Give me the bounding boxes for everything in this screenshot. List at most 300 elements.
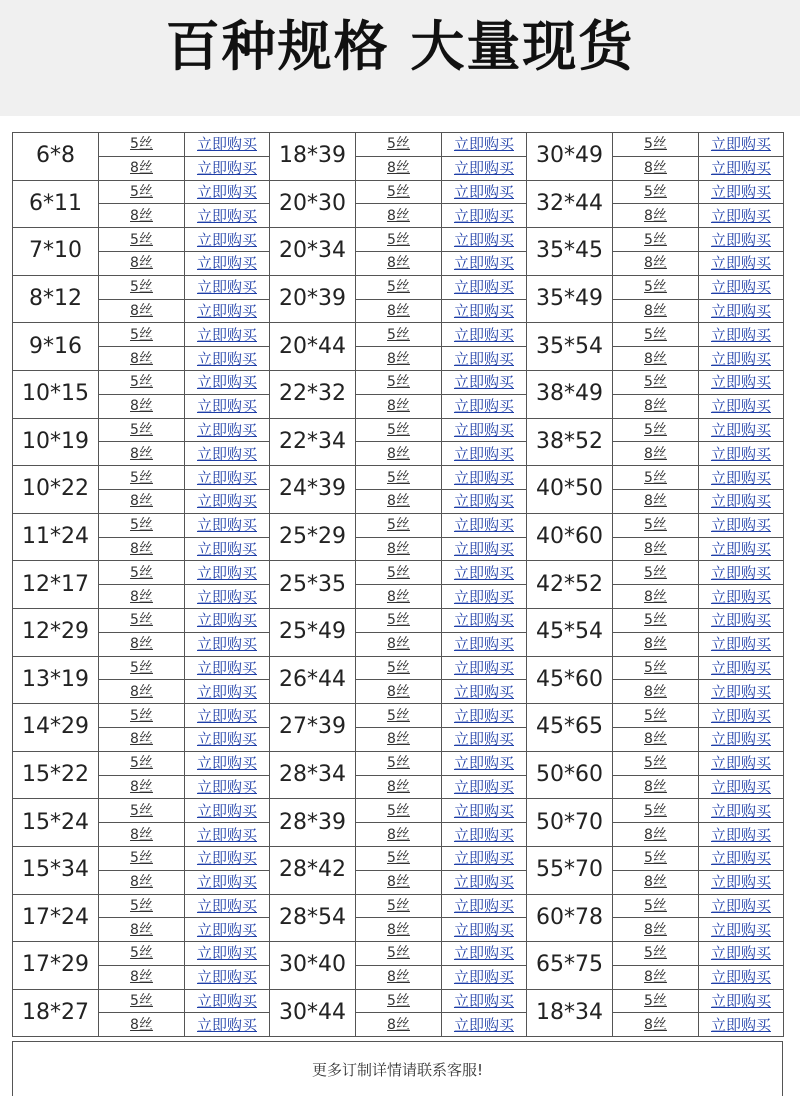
buy-now-link[interactable] xyxy=(699,751,784,775)
buy-now-label[interactable]: 立即购买 xyxy=(710,968,771,987)
thickness-label: 8丝 xyxy=(387,588,410,605)
buy-now-label[interactable]: 立即购买 xyxy=(453,801,514,820)
buy-now-link[interactable] xyxy=(442,656,527,680)
buy-now-link[interactable] xyxy=(185,608,270,632)
thickness-label: 8丝 xyxy=(644,826,667,843)
thickness-cell xyxy=(613,989,699,1013)
thickness-cell xyxy=(99,275,185,299)
buy-now-label[interactable]: 立即购买 xyxy=(196,159,257,178)
size-cell: 12*17 xyxy=(13,561,99,609)
thickness-cell xyxy=(613,275,699,299)
buy-now-link[interactable] xyxy=(699,1013,784,1037)
buy-now-label[interactable]: 立即购买 xyxy=(710,230,771,249)
buy-now-label[interactable]: 立即购买 xyxy=(453,516,514,535)
buy-now-link[interactable] xyxy=(442,704,527,728)
buy-now-link[interactable] xyxy=(699,656,784,680)
buy-now-label[interactable]: 立即购买 xyxy=(453,325,514,344)
buy-now-link[interactable] xyxy=(185,585,270,609)
thickness-label: 5丝 xyxy=(130,612,153,629)
buy-now-label[interactable]: 立即购买 xyxy=(710,896,771,915)
buy-now-label[interactable]: 立即购买 xyxy=(196,325,257,344)
buy-now-label[interactable]: 立即购买 xyxy=(196,635,257,654)
buy-now-link[interactable] xyxy=(699,942,784,966)
size-cell: 60*78 xyxy=(527,894,613,942)
buy-now-label[interactable]: 立即购买 xyxy=(710,206,771,225)
buy-now-label[interactable]: 立即购买 xyxy=(710,539,771,558)
buy-now-label[interactable]: 立即购买 xyxy=(453,230,514,249)
thickness-label: 8丝 xyxy=(387,445,410,462)
buy-now-label[interactable]: 立即购买 xyxy=(710,135,771,154)
buy-now-link[interactable] xyxy=(699,180,784,204)
thickness-cell xyxy=(356,870,442,894)
buy-now-label[interactable]: 立即购买 xyxy=(453,444,514,463)
thickness-label: 5丝 xyxy=(644,850,667,867)
buy-now-label[interactable]: 立即购买 xyxy=(453,611,514,630)
buy-now-label[interactable]: 立即购买 xyxy=(196,563,257,582)
buy-now-label[interactable]: 立即购买 xyxy=(710,325,771,344)
thickness-cell xyxy=(613,585,699,609)
buy-now-label[interactable]: 立即购买 xyxy=(196,992,257,1011)
buy-now-link[interactable] xyxy=(442,204,527,228)
buy-now-label[interactable]: 立即购买 xyxy=(196,944,257,963)
buy-now-label[interactable]: 立即购买 xyxy=(196,873,257,892)
buy-now-label[interactable]: 立即购买 xyxy=(710,516,771,535)
buy-now-label[interactable]: 立即购买 xyxy=(453,278,514,297)
thickness-cell xyxy=(613,394,699,418)
buy-now-link[interactable] xyxy=(185,632,270,656)
buy-now-link[interactable] xyxy=(185,370,270,394)
buy-now-label[interactable]: 立即购买 xyxy=(710,468,771,487)
buy-now-label[interactable]: 立即购买 xyxy=(453,397,514,416)
buy-now-link[interactable] xyxy=(185,989,270,1013)
buy-now-link[interactable] xyxy=(699,823,784,847)
buy-now-link[interactable] xyxy=(442,1013,527,1037)
thickness-label: 8丝 xyxy=(130,921,153,938)
buy-now-link[interactable] xyxy=(699,370,784,394)
buy-now-label[interactable]: 立即购买 xyxy=(196,682,257,701)
buy-now-label[interactable]: 立即购买 xyxy=(453,992,514,1011)
buy-now-link[interactable] xyxy=(699,204,784,228)
buy-now-label[interactable]: 立即购买 xyxy=(453,968,514,987)
buy-now-label[interactable]: 立即购买 xyxy=(453,635,514,654)
buy-now-label[interactable]: 立即购买 xyxy=(710,278,771,297)
thickness-cell xyxy=(613,442,699,466)
thickness-label: 8丝 xyxy=(644,350,667,367)
buy-now-link[interactable] xyxy=(185,394,270,418)
buy-now-label[interactable]: 立即购买 xyxy=(453,944,514,963)
buy-now-link[interactable] xyxy=(699,727,784,751)
buy-now-label[interactable]: 立即购买 xyxy=(196,230,257,249)
size-cell: 18*34 xyxy=(527,989,613,1037)
thickness-label: 5丝 xyxy=(130,469,153,486)
buy-now-label[interactable]: 立即购买 xyxy=(196,206,257,225)
thickness-cell xyxy=(356,299,442,323)
buy-now-label[interactable]: 立即购买 xyxy=(453,468,514,487)
size-cell: 17*24 xyxy=(13,894,99,942)
thickness-label: 8丝 xyxy=(130,683,153,700)
footer-note xyxy=(12,1041,783,1096)
buy-now-link[interactable] xyxy=(442,727,527,751)
buy-now-label[interactable]: 立即购买 xyxy=(196,516,257,535)
buy-now-label[interactable]: 立即购买 xyxy=(710,1015,771,1034)
buy-now-link[interactable] xyxy=(442,251,527,275)
buy-now-label[interactable]: 立即购买 xyxy=(453,254,514,273)
buy-now-link[interactable] xyxy=(185,775,270,799)
buy-now-link[interactable] xyxy=(442,799,527,823)
buy-now-link[interactable] xyxy=(442,347,527,371)
buy-now-link[interactable] xyxy=(185,680,270,704)
buy-now-link[interactable] xyxy=(442,275,527,299)
buy-now-label[interactable]: 立即购买 xyxy=(710,301,771,320)
buy-now-label[interactable]: 立即购买 xyxy=(453,563,514,582)
buy-now-label[interactable]: 立即购买 xyxy=(453,777,514,796)
buy-now-link[interactable] xyxy=(699,965,784,989)
buy-now-link[interactable] xyxy=(185,204,270,228)
buy-now-label[interactable]: 立即购买 xyxy=(453,587,514,606)
thickness-label: 5丝 xyxy=(644,517,667,534)
buy-now-link[interactable] xyxy=(185,251,270,275)
buy-now-label[interactable]: 立即购买 xyxy=(710,682,771,701)
thickness-label: 5丝 xyxy=(644,183,667,200)
buy-now-label[interactable]: 立即购买 xyxy=(453,920,514,939)
buy-now-link[interactable] xyxy=(442,894,527,918)
buy-now-label[interactable]: 立即购买 xyxy=(196,254,257,273)
size-cell: 28*34 xyxy=(270,751,356,799)
buy-now-label[interactable]: 立即购买 xyxy=(710,444,771,463)
buy-now-label[interactable]: 立即购买 xyxy=(196,1015,257,1034)
buy-now-link[interactable] xyxy=(699,347,784,371)
buy-now-link[interactable] xyxy=(699,323,784,347)
buy-now-label[interactable]: 立即购买 xyxy=(710,159,771,178)
buy-now-link[interactable] xyxy=(699,894,784,918)
size-cell: 9*16 xyxy=(13,323,99,371)
buy-now-label[interactable]: 立即购买 xyxy=(196,587,257,606)
buy-now-link[interactable] xyxy=(442,918,527,942)
footer-text: 更多订制详情请联系客服! xyxy=(311,1060,483,1079)
buy-now-label[interactable]: 立即购买 xyxy=(196,777,257,796)
buy-now-link[interactable] xyxy=(699,846,784,870)
buy-now-label[interactable]: 立即购买 xyxy=(196,373,257,392)
buy-now-label[interactable]: 立即购买 xyxy=(710,777,771,796)
buy-now-link[interactable] xyxy=(185,180,270,204)
buy-now-link[interactable] xyxy=(185,156,270,180)
buy-now-label[interactable]: 立即购买 xyxy=(710,801,771,820)
buy-now-label[interactable]: 立即购买 xyxy=(453,539,514,558)
buy-now-link[interactable] xyxy=(185,133,270,157)
buy-now-link[interactable] xyxy=(699,989,784,1013)
buy-now-label[interactable]: 立即购买 xyxy=(710,587,771,606)
buy-now-label[interactable]: 立即购买 xyxy=(453,682,514,701)
buy-now-label[interactable]: 立即购买 xyxy=(710,849,771,868)
buy-now-link[interactable] xyxy=(699,394,784,418)
thickness-label: 8丝 xyxy=(644,874,667,891)
thickness-label: 5丝 xyxy=(644,136,667,153)
table-row xyxy=(13,347,784,371)
buy-now-link[interactable] xyxy=(442,989,527,1013)
buy-now-link[interactable] xyxy=(185,228,270,252)
buy-now-label[interactable]: 立即购买 xyxy=(453,301,514,320)
thickness-cell xyxy=(356,585,442,609)
thickness-label: 5丝 xyxy=(387,897,410,914)
buy-now-label[interactable]: 立即购买 xyxy=(196,611,257,630)
buy-now-label[interactable]: 立即购买 xyxy=(710,420,771,439)
buy-now-link[interactable] xyxy=(699,870,784,894)
buy-now-link[interactable] xyxy=(185,823,270,847)
thickness-label: 5丝 xyxy=(387,850,410,867)
buy-now-label[interactable]: 立即购买 xyxy=(453,754,514,773)
thickness-cell xyxy=(99,156,185,180)
buy-now-link[interactable] xyxy=(699,608,784,632)
buy-now-label[interactable]: 立即购买 xyxy=(710,492,771,511)
buy-now-link[interactable] xyxy=(185,561,270,585)
buy-now-link[interactable] xyxy=(699,466,784,490)
table-row xyxy=(13,870,784,894)
thickness-label: 8丝 xyxy=(130,588,153,605)
buy-now-label[interactable]: 立即购买 xyxy=(710,182,771,201)
buy-now-label[interactable]: 立即购买 xyxy=(196,278,257,297)
thickness-cell xyxy=(613,942,699,966)
thickness-cell xyxy=(356,799,442,823)
thickness-cell xyxy=(613,370,699,394)
buy-now-label[interactable]: 立即购买 xyxy=(196,397,257,416)
buy-now-link[interactable] xyxy=(699,442,784,466)
buy-now-link[interactable] xyxy=(185,347,270,371)
buy-now-label[interactable]: 立即购买 xyxy=(196,706,257,725)
buy-now-link[interactable] xyxy=(442,299,527,323)
buy-now-label[interactable]: 立即购买 xyxy=(710,611,771,630)
buy-now-label[interactable]: 立即购买 xyxy=(453,206,514,225)
buy-now-link[interactable] xyxy=(185,656,270,680)
buy-now-label[interactable]: 立即购买 xyxy=(453,373,514,392)
buy-now-label[interactable]: 立即购买 xyxy=(196,420,257,439)
buy-now-label[interactable]: 立即购买 xyxy=(196,920,257,939)
buy-now-link[interactable] xyxy=(699,918,784,942)
thickness-cell xyxy=(356,561,442,585)
buy-now-link[interactable] xyxy=(185,894,270,918)
table-row xyxy=(13,204,784,228)
thickness-cell xyxy=(613,846,699,870)
buy-now-label[interactable]: 立即购买 xyxy=(453,159,514,178)
size-cell: 18*39 xyxy=(270,133,356,181)
thickness-label: 8丝 xyxy=(387,398,410,415)
buy-now-link[interactable] xyxy=(699,299,784,323)
buy-now-label[interactable]: 立即购买 xyxy=(710,730,771,749)
buy-now-label[interactable]: 立即购买 xyxy=(710,254,771,273)
thickness-cell xyxy=(613,894,699,918)
buy-now-label[interactable]: 立即购买 xyxy=(710,944,771,963)
thickness-label: 5丝 xyxy=(387,326,410,343)
buy-now-label[interactable]: 立即购买 xyxy=(196,896,257,915)
buy-now-label[interactable]: 立即购买 xyxy=(453,896,514,915)
thickness-label: 5丝 xyxy=(644,231,667,248)
buy-now-link[interactable] xyxy=(442,632,527,656)
buy-now-link[interactable] xyxy=(185,704,270,728)
buy-now-link[interactable] xyxy=(699,537,784,561)
buy-now-link[interactable] xyxy=(699,133,784,157)
buy-now-link[interactable] xyxy=(185,442,270,466)
buy-now-link[interactable] xyxy=(185,942,270,966)
buy-now-label[interactable]: 立即购买 xyxy=(710,397,771,416)
buy-now-link[interactable] xyxy=(442,513,527,537)
thickness-cell xyxy=(613,727,699,751)
buy-now-label[interactable]: 立即购买 xyxy=(710,992,771,1011)
buy-now-link[interactable] xyxy=(699,251,784,275)
thickness-cell xyxy=(99,608,185,632)
buy-now-label[interactable]: 立即购买 xyxy=(453,849,514,868)
thickness-label: 8丝 xyxy=(387,921,410,938)
thickness-label: 5丝 xyxy=(387,564,410,581)
buy-now-label[interactable]: 立即购买 xyxy=(196,539,257,558)
buy-now-link[interactable] xyxy=(185,751,270,775)
buy-now-link[interactable] xyxy=(699,799,784,823)
buy-now-link[interactable] xyxy=(442,537,527,561)
buy-now-label[interactable]: 立即购买 xyxy=(453,182,514,201)
buy-now-label[interactable]: 立即购买 xyxy=(196,135,257,154)
thickness-cell xyxy=(356,228,442,252)
buy-now-label[interactable]: 立即购买 xyxy=(710,658,771,677)
buy-now-link[interactable] xyxy=(185,918,270,942)
buy-now-link[interactable] xyxy=(442,942,527,966)
buy-now-label[interactable]: 立即购买 xyxy=(710,373,771,392)
buy-now-link[interactable] xyxy=(442,775,527,799)
buy-now-link[interactable] xyxy=(185,727,270,751)
buy-now-link[interactable] xyxy=(699,585,784,609)
buy-now-link[interactable] xyxy=(185,466,270,490)
buy-now-link[interactable] xyxy=(442,489,527,513)
buy-now-link[interactable] xyxy=(442,228,527,252)
buy-now-link[interactable] xyxy=(185,489,270,513)
buy-now-label[interactable]: 立即购买 xyxy=(710,706,771,725)
buy-now-link[interactable] xyxy=(442,608,527,632)
buy-now-link[interactable] xyxy=(442,846,527,870)
buy-now-label[interactable]: 立即购买 xyxy=(196,730,257,749)
thickness-cell xyxy=(613,656,699,680)
buy-now-link[interactable] xyxy=(442,442,527,466)
buy-now-label[interactable]: 立即购买 xyxy=(196,301,257,320)
buy-now-link[interactable] xyxy=(442,418,527,442)
buy-now-link[interactable] xyxy=(185,799,270,823)
buy-now-label[interactable]: 立即购买 xyxy=(453,135,514,154)
buy-now-link[interactable] xyxy=(442,870,527,894)
buy-now-link[interactable] xyxy=(442,561,527,585)
buy-now-label[interactable]: 立即购买 xyxy=(453,1015,514,1034)
buy-now-link[interactable] xyxy=(185,513,270,537)
thickness-label: 8丝 xyxy=(130,493,153,510)
buy-now-link[interactable] xyxy=(442,180,527,204)
buy-now-label[interactable]: 立即购买 xyxy=(453,349,514,368)
table-row xyxy=(13,823,784,847)
buy-now-link[interactable] xyxy=(699,775,784,799)
buy-now-link[interactable] xyxy=(185,418,270,442)
buy-now-link[interactable] xyxy=(699,680,784,704)
buy-now-link[interactable] xyxy=(442,323,527,347)
buy-now-link[interactable] xyxy=(699,704,784,728)
buy-now-link[interactable] xyxy=(185,846,270,870)
buy-now-label[interactable]: 立即购买 xyxy=(710,825,771,844)
buy-now-link[interactable] xyxy=(699,632,784,656)
page-header xyxy=(0,0,800,116)
buy-now-label[interactable]: 立即购买 xyxy=(453,706,514,725)
size-cell: 42*52 xyxy=(527,561,613,609)
buy-now-link[interactable] xyxy=(442,680,527,704)
buy-now-label[interactable]: 立即购买 xyxy=(196,754,257,773)
buy-now-link[interactable] xyxy=(442,370,527,394)
buy-now-label[interactable]: 立即购买 xyxy=(196,825,257,844)
buy-now-label[interactable]: 立即购买 xyxy=(710,635,771,654)
buy-now-label[interactable]: 立即购买 xyxy=(196,349,257,368)
buy-now-link[interactable] xyxy=(185,537,270,561)
buy-now-link[interactable] xyxy=(699,489,784,513)
thickness-label: 8丝 xyxy=(387,636,410,653)
buy-now-label[interactable]: 立即购买 xyxy=(710,349,771,368)
buy-now-label[interactable]: 立即购买 xyxy=(196,801,257,820)
thickness-label: 8丝 xyxy=(130,826,153,843)
thickness-label: 8丝 xyxy=(130,398,153,415)
buy-now-link[interactable] xyxy=(185,965,270,989)
buy-now-label[interactable]: 立即购买 xyxy=(196,444,257,463)
buy-now-label[interactable]: 立即购买 xyxy=(196,658,257,677)
thickness-cell xyxy=(99,561,185,585)
buy-now-link[interactable] xyxy=(442,585,527,609)
buy-now-label[interactable]: 立即购买 xyxy=(710,754,771,773)
buy-now-label[interactable]: 立即购买 xyxy=(453,825,514,844)
buy-now-link[interactable] xyxy=(442,156,527,180)
buy-now-label[interactable]: 立即购买 xyxy=(196,849,257,868)
buy-now-label[interactable]: 立即购买 xyxy=(710,563,771,582)
buy-now-label[interactable]: 立即购买 xyxy=(453,730,514,749)
buy-now-link[interactable] xyxy=(442,823,527,847)
buy-now-link[interactable] xyxy=(442,751,527,775)
buy-now-link[interactable] xyxy=(442,965,527,989)
buy-now-label[interactable]: 立即购买 xyxy=(196,468,257,487)
buy-now-label[interactable]: 立即购买 xyxy=(453,420,514,439)
thickness-cell xyxy=(99,180,185,204)
buy-now-link[interactable] xyxy=(442,133,527,157)
buy-now-link[interactable] xyxy=(699,275,784,299)
size-cell: 32*44 xyxy=(527,180,613,228)
buy-now-link[interactable] xyxy=(699,156,784,180)
thickness-label: 8丝 xyxy=(644,398,667,415)
size-cell: 15*22 xyxy=(13,751,99,799)
buy-now-link[interactable] xyxy=(185,1013,270,1037)
buy-now-link[interactable] xyxy=(699,513,784,537)
thickness-label: 8丝 xyxy=(130,445,153,462)
buy-now-link[interactable] xyxy=(185,299,270,323)
buy-now-link[interactable] xyxy=(442,466,527,490)
buy-now-label[interactable]: 立即购买 xyxy=(196,182,257,201)
buy-now-link[interactable] xyxy=(699,418,784,442)
buy-now-link[interactable] xyxy=(185,323,270,347)
buy-now-label[interactable]: 立即购买 xyxy=(453,492,514,511)
buy-now-link[interactable] xyxy=(699,228,784,252)
thickness-cell xyxy=(356,133,442,157)
buy-now-label[interactable]: 立即购买 xyxy=(710,920,771,939)
buy-now-label[interactable]: 立即购买 xyxy=(196,968,257,987)
thickness-cell xyxy=(99,323,185,347)
buy-now-label[interactable]: 立即购买 xyxy=(453,658,514,677)
buy-now-link[interactable] xyxy=(442,394,527,418)
thickness-cell xyxy=(356,1013,442,1037)
thickness-cell xyxy=(99,442,185,466)
buy-now-label[interactable]: 立即购买 xyxy=(710,873,771,892)
buy-now-link[interactable] xyxy=(185,870,270,894)
thickness-label: 8丝 xyxy=(130,160,153,177)
buy-now-link[interactable] xyxy=(699,561,784,585)
thickness-label: 5丝 xyxy=(130,136,153,153)
buy-now-label[interactable]: 立即购买 xyxy=(196,492,257,511)
buy-now-label[interactable]: 立即购买 xyxy=(453,873,514,892)
buy-now-link[interactable] xyxy=(185,275,270,299)
